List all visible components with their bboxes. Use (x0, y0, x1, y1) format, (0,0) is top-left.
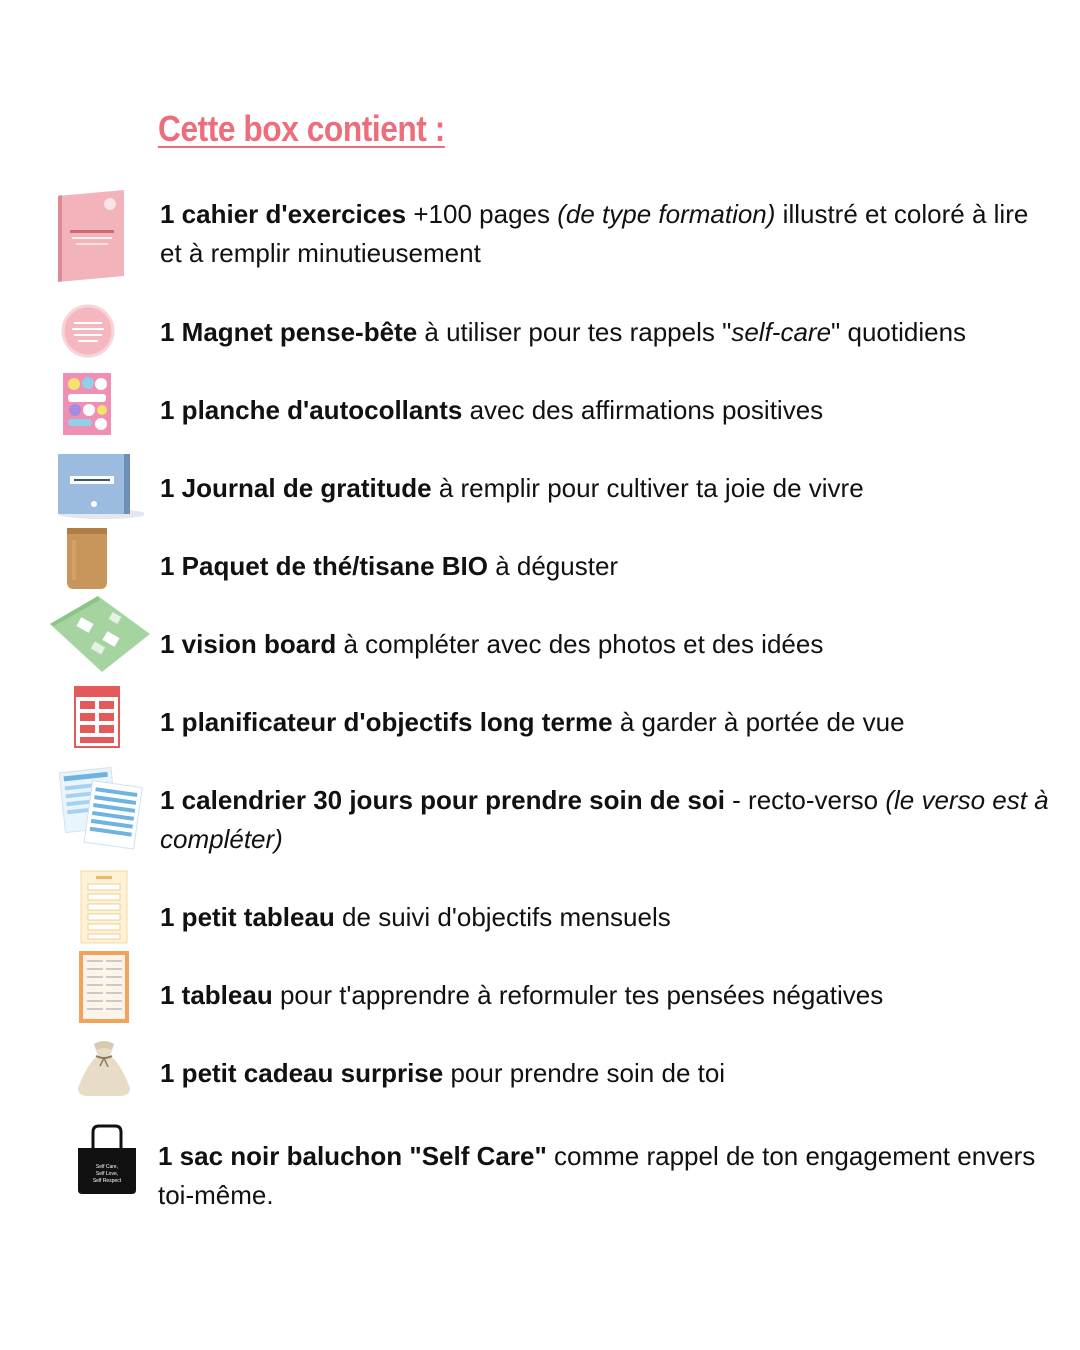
gift-pouch-icon (72, 1036, 136, 1098)
item-bold-text: 1 planche d'autocollants (160, 395, 463, 425)
item-text: +100 pages (406, 199, 558, 229)
item-text: à remplir pour cultiver ta joie de vivre (431, 473, 864, 503)
item-text: de suivi d'objectifs mensuels (334, 902, 671, 932)
item-text: à déguster (487, 551, 619, 581)
item-text: avec des affirmations positives (462, 395, 824, 425)
item-text: " quotidiens (831, 317, 967, 347)
item-italic-text: (le verso est à compléter) (160, 785, 1049, 854)
sticker-sheet-icon (62, 372, 112, 436)
item-bold-text: 1 planificateur d'objectifs long terme (160, 707, 613, 737)
item-text: à compléter avec des photos et des idées (336, 629, 824, 659)
list-item (160, 547, 1050, 586)
tote-text-line: Self Love, (95, 1171, 119, 1177)
item-bold-text: 1 petit cadeau surprise (160, 1058, 444, 1088)
monthly-tracker-icon (80, 870, 128, 944)
list-item (160, 898, 1050, 937)
tote-text-line: Self Respect (92, 1178, 122, 1184)
calendar-sheets-icon (58, 764, 144, 850)
list-item (160, 625, 1050, 664)
item-text: pour prendre soin de toi (443, 1058, 726, 1088)
item-text: illustré et coloré à lire et à remplir minutieusement (160, 199, 1029, 268)
item-bold-text: 1 Paquet de thé/tisane BIO (160, 551, 488, 581)
item-italic-text: self-care (731, 317, 832, 347)
list-item (160, 976, 1050, 1015)
list-item (158, 1137, 1048, 1215)
gratitude-journal-icon (24, 450, 144, 522)
item-text: - recto-verso (724, 785, 886, 815)
page-title: Cette box contient : (158, 108, 445, 149)
item-text: comme rappel de ton engagement envers toi-même. (158, 1141, 1036, 1210)
magnet-icon (58, 304, 118, 358)
item-text: à garder à portée de vue (612, 707, 905, 737)
item-bold-text: 1 vision board (160, 629, 337, 659)
list-item (160, 195, 1050, 273)
item-bold-text: 1 cahier d'exercices (160, 199, 407, 229)
list-item (160, 781, 1050, 859)
list-item (160, 1054, 1050, 1093)
item-bold-text: 1 calendrier 30 jours pour prendre soin de soi (160, 785, 725, 815)
item-bold-text: 1 Journal de gratitude (160, 473, 432, 503)
item-text: pour t'apprendre à reformuler tes pensées négatives (272, 980, 884, 1010)
item-bold-text: 1 Magnet pense-bête (160, 317, 418, 347)
goal-planner-icon (74, 686, 120, 748)
list-item (160, 391, 1050, 430)
item-bold-text: 1 sac noir baluchon "Self Care" (158, 1141, 547, 1171)
item-bold-text: 1 tableau (160, 980, 273, 1010)
reframe-chart-icon (78, 950, 130, 1024)
list-item (160, 469, 1050, 508)
item-bold-text: 1 petit tableau (160, 902, 335, 932)
list-item (160, 703, 1050, 742)
item-italic-text: (de type formation) (557, 199, 776, 229)
workbook-icon (52, 186, 128, 286)
tote-text-line: Self Care, (95, 1164, 119, 1170)
tea-pouch-icon (64, 526, 110, 592)
list-item (160, 313, 1050, 352)
item-text: à utiliser pour tes rappels " (417, 317, 732, 347)
vision-board-icon (48, 594, 152, 674)
tote-bag-icon (76, 1124, 138, 1196)
